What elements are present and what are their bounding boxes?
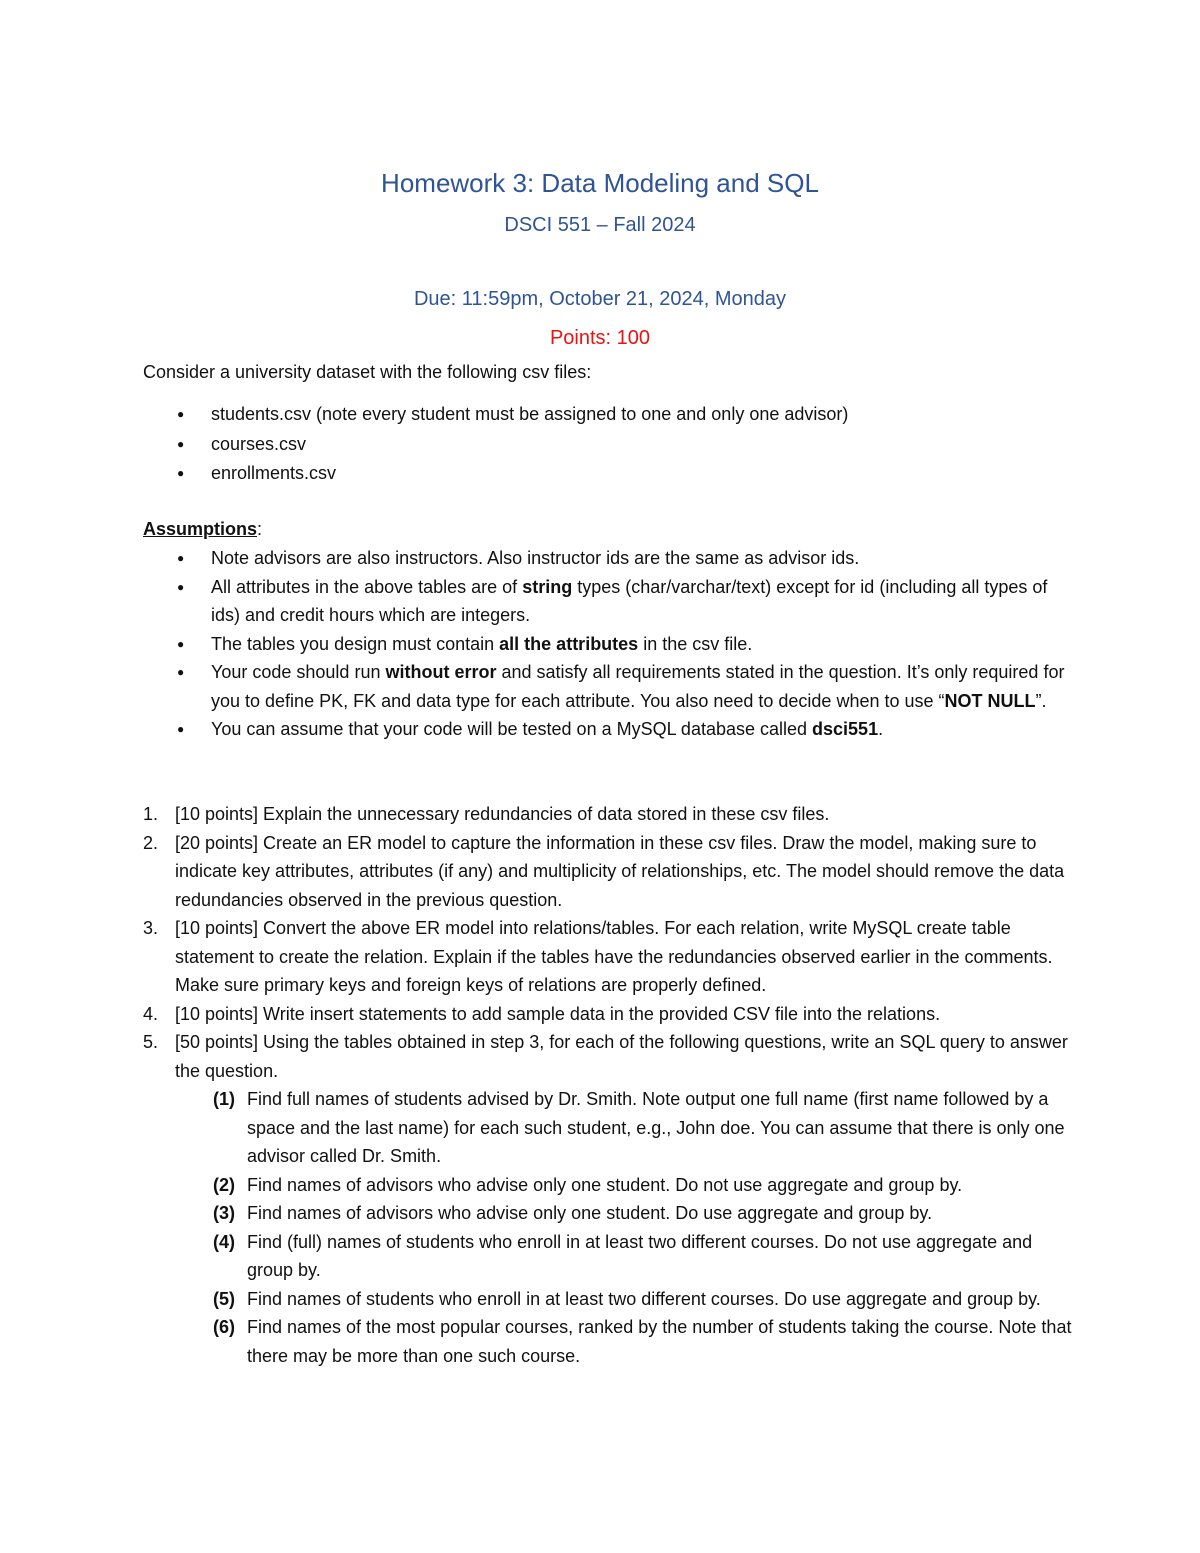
assumption-text: and satisfy all requirements stated in the question. It’s only required for you to define PK, FK and data type for each attribute. You also need to decide when to use “ xyxy=(211,662,1065,711)
assumption-item xyxy=(143,573,1073,630)
subquestion-number: (4) xyxy=(213,1231,235,1252)
subquestion-number: (3) xyxy=(213,1203,235,1223)
assumption-bold: string xyxy=(522,576,573,597)
assumption-item xyxy=(143,630,1073,659)
course-subtitle: DSCI 551 – Fall 2024 xyxy=(504,214,696,236)
subquestion-list xyxy=(175,1085,1073,1370)
assumption-bold: dsci551 xyxy=(812,719,879,739)
assumption-text: The tables you design must contain xyxy=(211,633,500,654)
question-text: [20 points] Create an ER model to capture the information in these csv files. Draw the model, making sure to indicate key attributes, attributes (if any) and multiplicity of relationships, etc. The model should remove the data redundancies observed in the previous question. xyxy=(175,832,1065,910)
assumption-item xyxy=(143,544,1073,573)
assumption-text: ”. xyxy=(1035,690,1047,711)
assumption-item xyxy=(143,658,1073,715)
question-number: 2. xyxy=(143,832,159,853)
subquestion-text: Find full names of students advised by Dr. Smith. Note output one full name (first name followed by a space and the last name) for each such student, e.g., John doe. You can assume that there is only one advisor called Dr. Smith. xyxy=(247,1089,1065,1166)
question-text: [10 points] Explain the unnecessary redundancies of data stored in these csv files. xyxy=(175,804,830,824)
assumption-text: types (char/varchar/text) except for id (including all types of ids) and credit hours which are integers. xyxy=(211,576,1048,625)
question-item xyxy=(143,829,1073,915)
assumption-text: Your code should run xyxy=(211,662,386,682)
total-points: Points: 100 xyxy=(549,327,651,349)
assumption-list xyxy=(143,544,1073,744)
question-number: 4. xyxy=(143,1003,159,1024)
assumption-text: . xyxy=(878,719,884,739)
question-list xyxy=(143,800,1073,1370)
question-text: [10 points] Write insert statements to add sample data in the provided CSV file into the relations. xyxy=(175,1003,941,1024)
subquestion-item xyxy=(175,1313,1073,1370)
assumption-bold: all the attributes xyxy=(499,633,639,654)
assumption-bold: without error xyxy=(385,662,497,682)
file-item: ● students.csv (note every student must be assigned to one and only one advisor) xyxy=(143,400,1073,429)
subquestion-item xyxy=(175,1285,1073,1314)
due-date: Due: 11:59pm, October 21, 2024, Monday xyxy=(413,288,787,310)
assumption-item xyxy=(143,715,1073,744)
assumption-text: You can assume that your code will be tested on a MySQL database called xyxy=(211,719,813,739)
subquestion-text: Find names of the most popular courses, ranked by the number of students taking the course. Note that there may be more than one such course. xyxy=(247,1317,1072,1366)
subquestion-number: (5) xyxy=(213,1288,235,1309)
document-title: Homework 3: Data Modeling and SQL xyxy=(381,168,819,198)
assumption-text: All attributes in the above tables are of xyxy=(211,576,523,597)
question-number: 3. xyxy=(143,918,159,938)
subquestion-number: (6) xyxy=(213,1317,235,1337)
subquestion-text: Find names of advisors who advise only one student. Do not use aggregate and group by. xyxy=(247,1174,963,1195)
file-item: ● courses.csv xyxy=(143,430,1073,459)
question-text: [50 points] Using the tables obtained in step 3, for each of the following questions, write an SQL query to answer the question. xyxy=(175,1032,1068,1081)
question-item xyxy=(143,1000,1073,1029)
subquestion-text: Find names of advisors who advise only one student. Do use aggregate and group by. xyxy=(247,1203,933,1223)
assumption-text: in the csv file. xyxy=(638,633,753,654)
assumptions-heading-text: Assumptions xyxy=(143,519,258,539)
subquestion-item xyxy=(175,1171,1073,1200)
file-list xyxy=(143,400,1073,489)
question-text: [10 points] Convert the above ER model into relations/tables. For each relation, write MySQL create table statement to create the relation. Explain if the tables have the redundancies observed earlier in the comments. Make sure primary keys and foreign keys of relations are properly defined. xyxy=(175,918,1053,995)
subquestion-item xyxy=(175,1199,1073,1228)
subquestion-number: (1) xyxy=(213,1089,235,1109)
question-number: 1. xyxy=(143,804,159,824)
subquestion-number: (2) xyxy=(213,1174,235,1195)
question-item xyxy=(143,1028,1073,1370)
subquestion-text: Find names of students who enroll in at least two different courses. Do use aggregate and group by. xyxy=(247,1288,1041,1309)
assumption-bold: NOT NULL xyxy=(944,690,1036,711)
intro-text: Consider a university dataset with the following csv files: xyxy=(143,362,592,382)
question-number: 5. xyxy=(143,1032,159,1052)
question-item xyxy=(143,914,1073,1000)
assumptions-heading: Assumptions: xyxy=(143,519,263,539)
subquestion-item xyxy=(175,1085,1073,1171)
assumption-text: Note advisors are also instructors. Also instructor ids are the same as advisor ids. xyxy=(211,548,860,568)
subquestion-text: Find (full) names of students who enroll in at least two different courses. Do not use aggregate and group by. xyxy=(247,1231,1033,1280)
question-item xyxy=(143,800,1073,829)
file-item: ● enrollments.csv xyxy=(143,459,1073,488)
subquestion-item xyxy=(175,1228,1073,1285)
